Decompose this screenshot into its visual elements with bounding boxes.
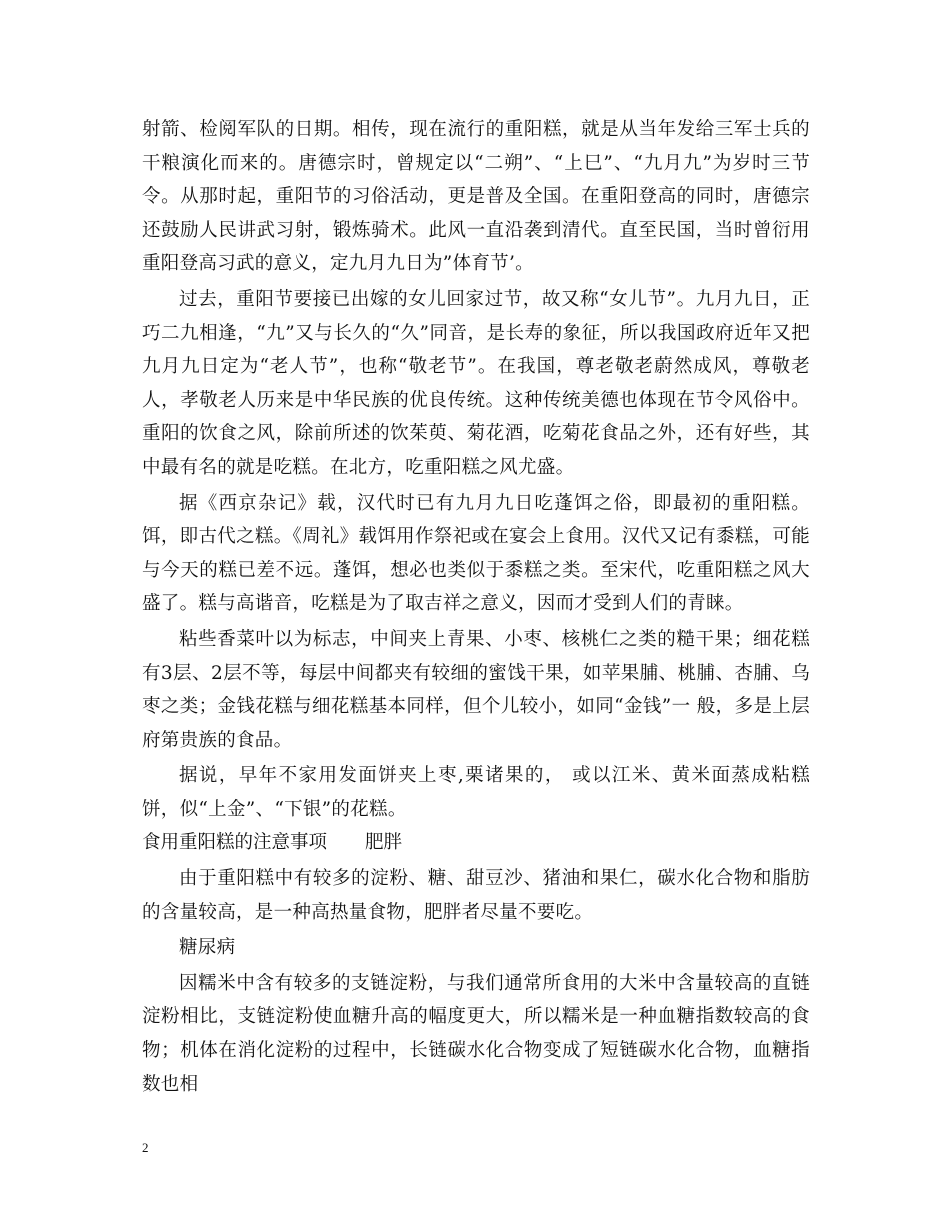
paragraph-obesity: 由于重阳糕中有较多的淀粉、糖、甜豆沙、猪油和果仁，碳水化合物和脂肪的含量较高，是一种高热量食物，肥胖者尽量不要吃。 [142,868,810,923]
subheading-obesity: 肥胖 [365,832,403,854]
section-heading-line [142,826,810,860]
paragraph-4: 粘些香菜叶以为标志，中间夹上青果、小枣、核桃仁之类的糙干果；细花糕有3层、2层不等，每层中间都夹有较细的蜜饯干果，如苹果脯、桃脯、杏脯、乌枣之类；金钱花糕与细花糕基本同样，但个儿较小，如同“金钱”一 般，多是上层府第贵族的食品。 [142,628,810,751]
paragraph-5: 据说，早年不家用发面饼夹上枣,栗诸果的， 或以江米、黄米面蒸成粘糕饼，似“上金”、“下银”的花糕。 [142,765,810,820]
subheading-diabetes: 糖尿病 [179,937,236,959]
page-number: 2 [142,1140,149,1155]
paragraph-3: 据《西京杂记》载，汉代时已有九月九日吃蓬饵之俗，即最初的重阳糕。饵，即古代之糕。《周礼》载饵用作祭祀或在宴会上食用。汉代又记有黍糕，可能与今天的糕已差不远。蓬饵，想必也类似于黍糕之类。至宋代，吃重阳糕之风大盛了。糕与高谐音，吃糕是为了取吉祥之意义，因而才受到人们的青睐。 [142,492,810,615]
paragraph-diabetes: 因糯米中含有较多的支链淀粉，与我们通常所食用的大米中含量较高的直链淀粉相比，支链淀粉使血糖升高的幅度更大，所以糯米是一种血糖指数较高的食物；机体在消化淀粉的过程中，长链碳水化合物变成了短链碳水化合物，血糖指数也相 [142,972,810,1095]
paragraph-1: 射箭、检阅军队的日期。相传，现在流行的重阳糕，就是从当年发给三军士兵的干粮演化而来的。唐德宗时，曾规定以“二朔”、“上巳”、“九月九”为岁时三节令。从那时起，重阳节的习俗活动，更是普及全国。在重阳登高的同时，唐德宗还鼓励人民讲武习射，锻炼骑术。此风一直沿袭到清代。直至民国，当时曾衍用重阳登高习武的意义，定九月九日为”体育节’。 [142,119,810,275]
section-heading: 食用重阳糕的注意事项 [142,832,328,854]
page-body [142,113,810,1101]
paragraph-2: 过去，重阳节要接已出嫁的女儿回家过节，故又称“女儿节”。九月九日，正巧二九相逢，“九”又与长久的“久”同音，是长寿的象征，所以我国政府近年又把九月九日定为“老人节”，也称“敬老节”。在我国，尊老敬老蔚然成风，尊敬老人，孝敬老人历来是中华民族的优良传统。这种传统美德也体现在节令风俗中。重阳的饮食之风，除前所述的饮茱萸、菊花酒，吃菊花食品之外，还有好些，其中最有名的就是吃糕。在北方，吃重阳糕之风尤盛。 [142,288,810,478]
